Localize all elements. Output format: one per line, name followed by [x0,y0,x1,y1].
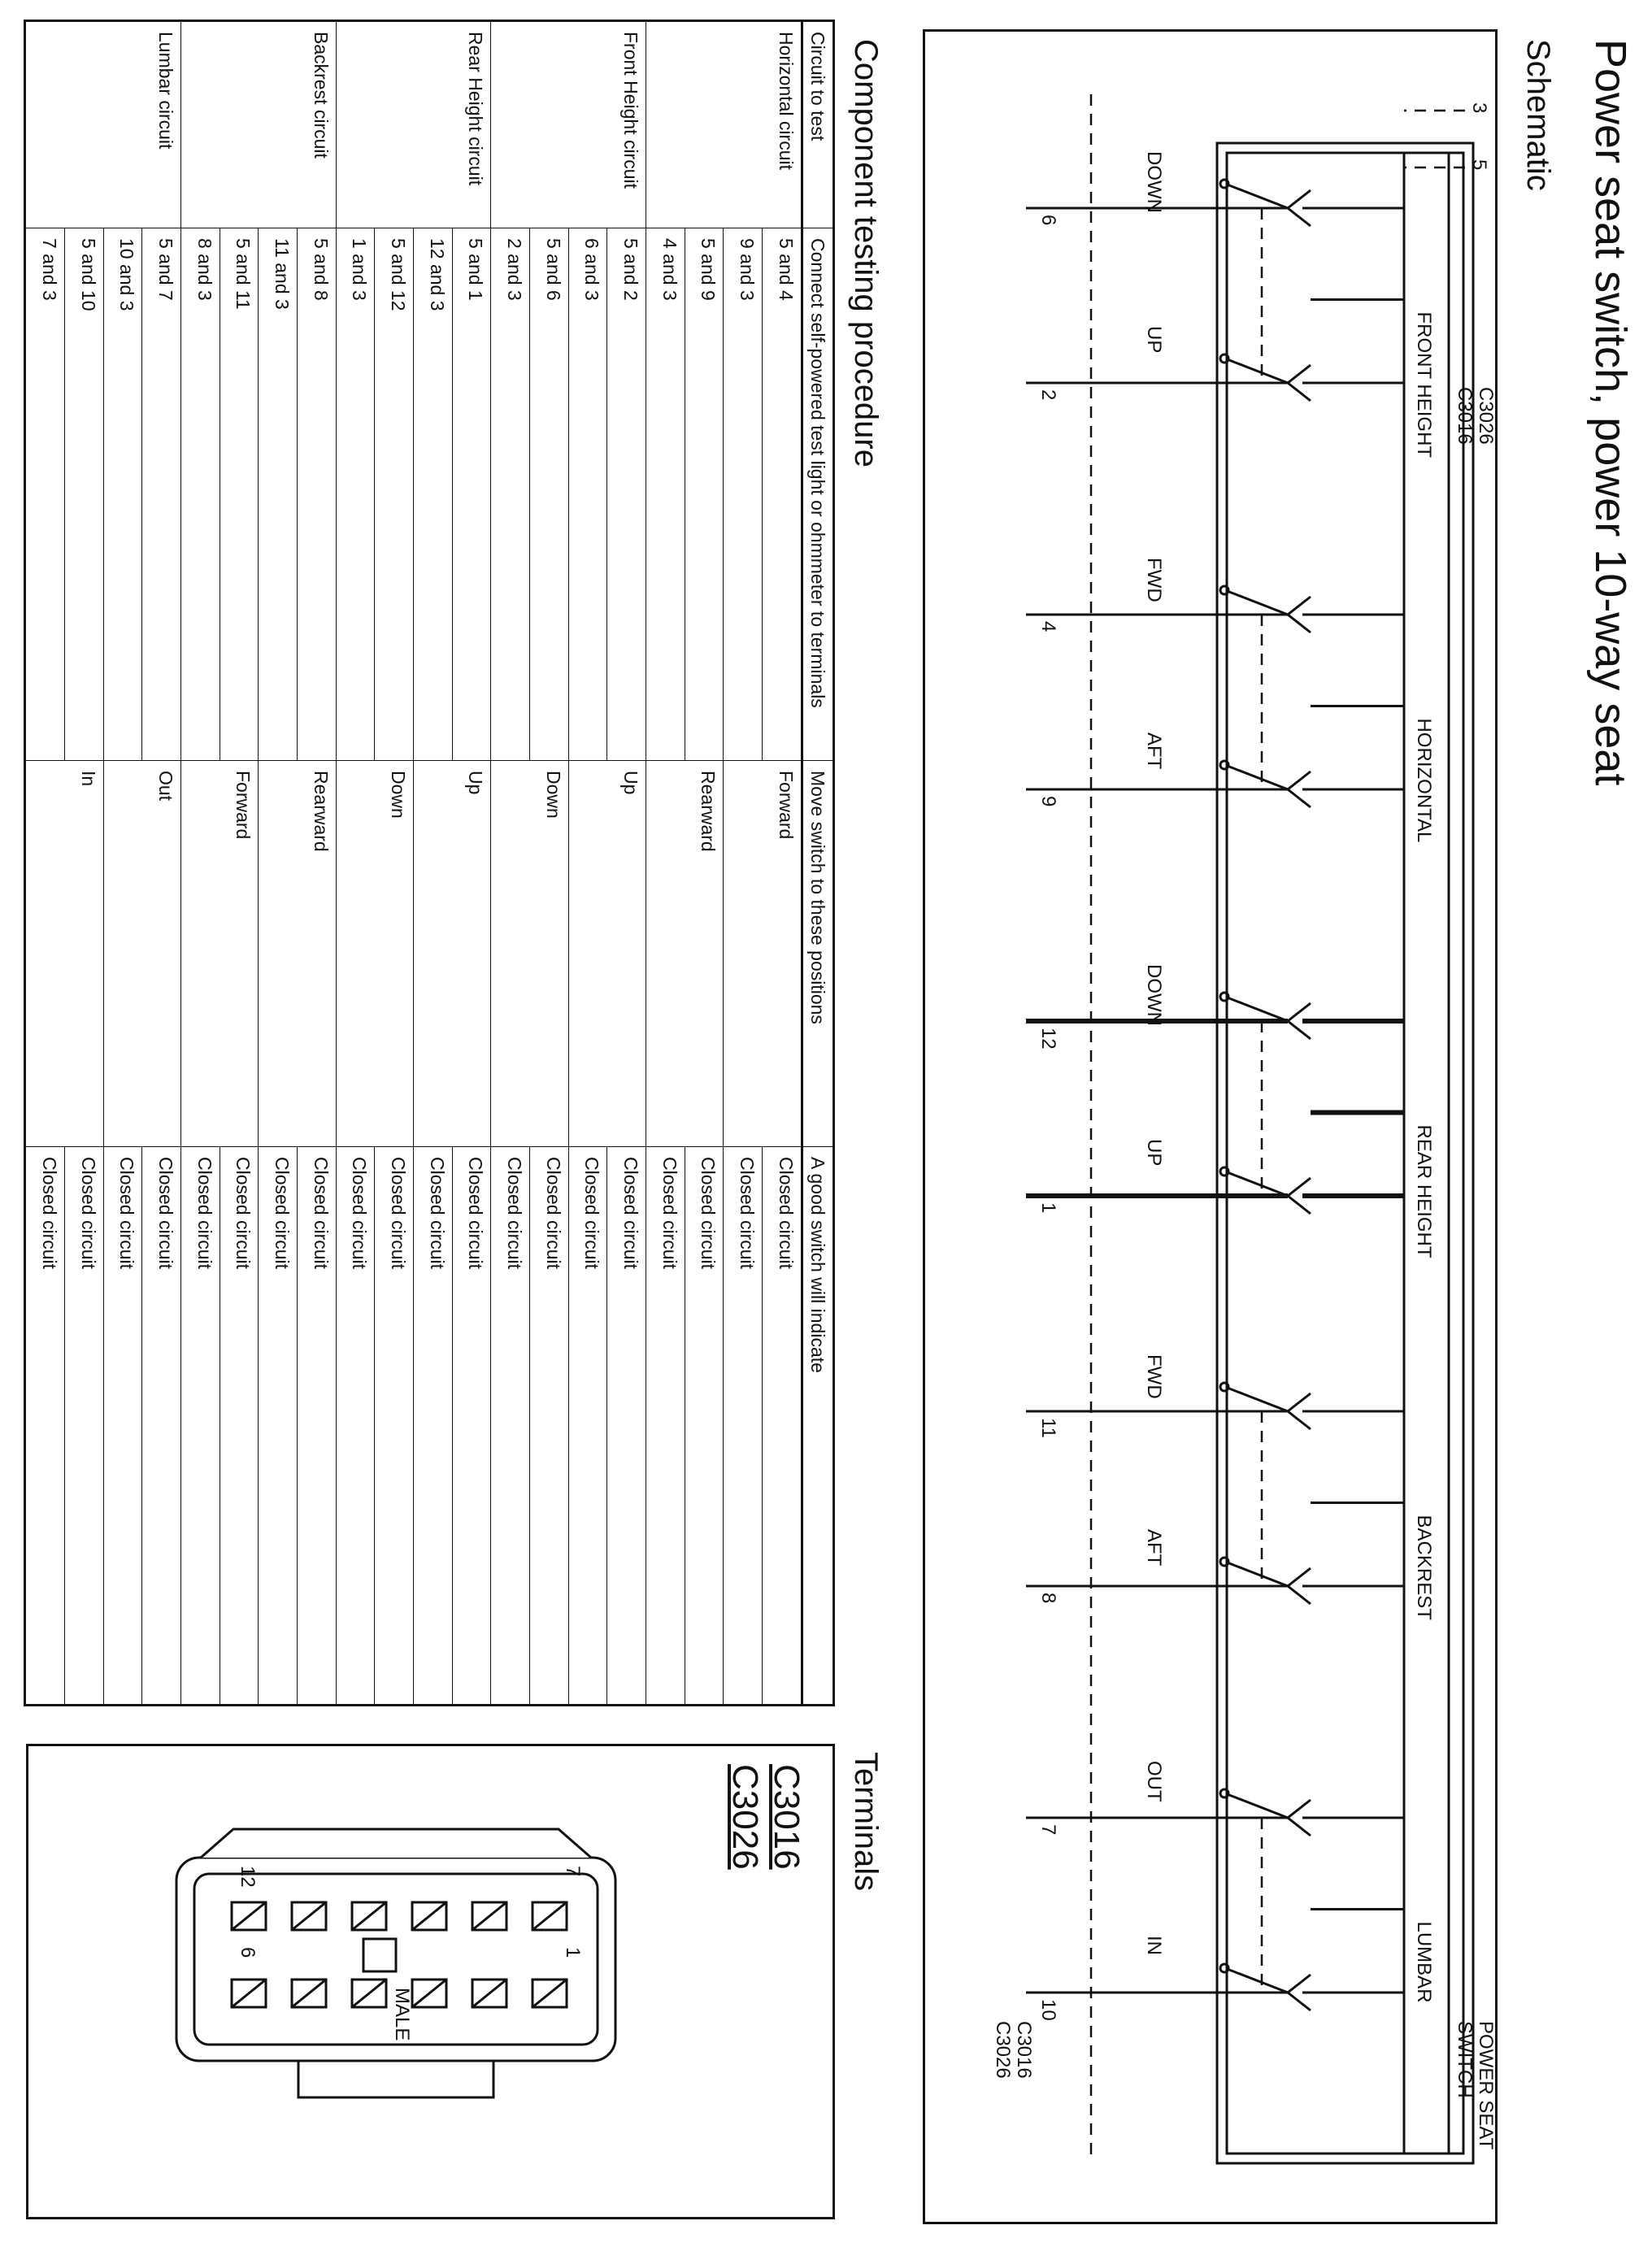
table-row [375,21,414,1706]
pin-number: 9 [1037,796,1059,807]
gender-label: MALE [391,1988,413,2041]
terminals-cell: 5 and 8 [298,228,337,761]
column-header: Circuit to test [802,21,833,228]
position-cell: Rearward [259,761,336,1147]
pin-number: 11 [1037,1418,1059,1438]
result-cell: Closed circuit [181,1147,220,1706]
table-row [298,21,337,1706]
switch-blade [1229,360,1288,383]
pin-label: 6 [237,1947,259,1958]
position-cell: Forward [724,761,802,1147]
terminals-cell: 5 and 12 [375,228,414,761]
terminals-cell: 2 and 3 [491,228,530,761]
schematic-heading: Schematic [1520,39,1556,191]
result-cell: Closed circuit [103,1147,142,1706]
column-header: A good switch will indicate [802,1147,833,1706]
column-header: Connect self-powered test light or ohmmeter to terminals [802,228,833,761]
result-cell: Closed circuit [142,1147,181,1706]
connector-label: C3016 [1454,387,1476,445]
terminals-cell: 5 and 7 [142,228,181,761]
terminals-cell: 5 and 4 [762,228,802,761]
switch-blade [1229,767,1288,789]
switch-name: POWER SEAT [1475,2021,1497,2150]
section-label: BACKREST [1413,1515,1435,1620]
switch-name: SWITCH [1454,2021,1476,2098]
pin-number: 5 [1468,159,1490,171]
pin-label: 7 [562,1866,584,1877]
terminals-cell: 12 and 3 [414,228,453,761]
result-cell: Closed circuit [607,1147,646,1706]
position-cell: Forward [181,761,259,1147]
position-cell: In [25,761,104,1147]
position-label: FWD [1143,1354,1165,1399]
pin-number: 2 [1037,389,1059,401]
switch-blade [1229,1389,1288,1411]
circuit-cell: Horizontal circuit [646,21,802,228]
circuit-cell: Rear Height circuit [336,21,491,228]
terminals-cell: 8 and 3 [181,228,220,761]
position-cell: Rearward [646,761,723,1147]
result-cell: Closed circuit [529,1147,568,1706]
procedure-table [24,20,835,1706]
connector-label: C3026 [992,2021,1014,2079]
schematic-diagram [923,29,1498,2224]
terminals-cell: 5 and 9 [685,228,724,761]
position-cell: Down [336,761,413,1147]
pin-number: 1 [1037,1202,1059,1214]
section-label: HORIZONTAL [1413,718,1435,843]
switch-pivot [1220,180,1228,188]
pin-number: 3 [1468,102,1490,114]
circuit-cell: Front Height circuit [491,21,646,228]
pin-number: 10 [1037,1999,1059,2021]
switch-pivot [1220,1789,1228,1797]
switch-pivot [1220,586,1228,594]
terminals-cell: 7 and 3 [25,228,65,761]
result-cell: Closed circuit [724,1147,763,1706]
center-key [363,1939,396,1971]
result-cell: Closed circuit [491,1147,530,1706]
terminals-cell: 1 and 3 [336,228,375,761]
position-cell: Down [491,761,568,1147]
switch-blade [1229,185,1288,208]
terminals-cell: 9 and 3 [724,228,763,761]
pin-number: 6 [1037,215,1059,226]
terminals-cell: 5 and 10 [65,228,104,761]
pin-label: 1 [562,1947,584,1958]
position-label: FWD [1143,558,1165,602]
switch-blade [1229,1970,1288,1993]
position-label: AFT [1143,732,1165,770]
switch-blade [1229,1563,1288,1586]
section-label: LUMBAR [1413,1921,1435,2003]
table-row [685,21,724,1706]
switch-blade [1229,998,1288,1021]
terminals-cell: 4 and 3 [646,228,685,761]
switch-pivot [1220,1167,1228,1176]
result-cell: Closed circuit [568,1147,607,1706]
result-cell: Closed circuit [375,1147,414,1706]
connector-label: C3016 [1013,2021,1035,2079]
position-label: UP [1143,326,1165,354]
terminals-cell: 5 and 2 [607,228,646,761]
table-row [220,21,259,1706]
pin-number: 4 [1037,621,1059,632]
switch-blade [1229,592,1288,615]
column-header: Move switch to these positions [802,761,833,1147]
pin-number: 8 [1037,1593,1059,1604]
position-label: OUT [1143,1761,1165,1802]
table-row [452,21,491,1706]
table-row [142,21,181,1706]
table-row [529,21,568,1706]
position-cell: Out [103,761,180,1147]
connector-flange [201,1829,591,1858]
result-cell: Closed circuit [220,1147,259,1706]
switch-blade [1229,1173,1288,1196]
table-row [65,21,104,1706]
terminals-cell: 5 and 1 [452,228,491,761]
pin-label: 12 [237,1866,259,1888]
switch-pivot [1220,761,1228,769]
result-cell: Closed circuit [259,1147,298,1706]
connector-latch [298,2061,493,2097]
result-cell: Closed circuit [414,1147,453,1706]
switch-pivot [1220,1558,1228,1566]
position-cell: Up [568,761,646,1147]
pin-number: 12 [1037,1028,1059,1050]
table-row [607,21,646,1706]
pin-number: 7 [1037,1824,1059,1836]
page-title: Power seat switch, power 10-way seat [1586,39,1635,786]
result-cell: Closed circuit [452,1147,491,1706]
circuit-cell: Lumbar circuit [25,21,181,228]
result-cell: Closed circuit [336,1147,375,1706]
result-cell: Closed circuit [762,1147,802,1706]
position-label: UP [1143,1139,1165,1167]
result-cell: Closed circuit [65,1147,104,1706]
switch-pivot [1220,1964,1228,1972]
switch-pivot [1220,993,1228,1001]
position-cell: Up [414,761,491,1147]
procedure-heading: Component testing procedure [848,39,884,467]
connector-face-drawing [26,1744,835,2219]
circuit-cell: Backrest circuit [181,21,337,228]
connector-id: C3026 [725,1764,766,1870]
result-cell: Closed circuit [25,1147,65,1706]
terminals-cell: 10 and 3 [103,228,142,761]
position-label: IN [1143,1936,1165,1955]
terminals-cell: 5 and 6 [529,228,568,761]
result-cell: Closed circuit [685,1147,724,1706]
position-label: DOWN [1143,964,1165,1026]
switch-pivot [1220,1383,1228,1391]
connector-id: C3016 [767,1764,806,1870]
position-label: DOWN [1143,151,1165,213]
switch-pivot [1220,354,1228,363]
switch-blade [1229,1795,1288,1818]
terminals-heading: Terminals [848,1752,884,1892]
result-cell: Closed circuit [646,1147,685,1706]
section-label: REAR HEIGHT [1413,1124,1435,1258]
terminals-cell: 6 and 3 [568,228,607,761]
position-label: AFT [1143,1529,1165,1567]
table-header-row [802,21,833,1706]
connector-label: C3026 [1475,387,1497,445]
section-label: FRONT HEIGHT [1413,311,1435,459]
result-cell: Closed circuit [298,1147,337,1706]
terminals-cell: 5 and 11 [220,228,259,761]
table-row [762,21,802,1706]
terminals-cell: 11 and 3 [259,228,298,761]
